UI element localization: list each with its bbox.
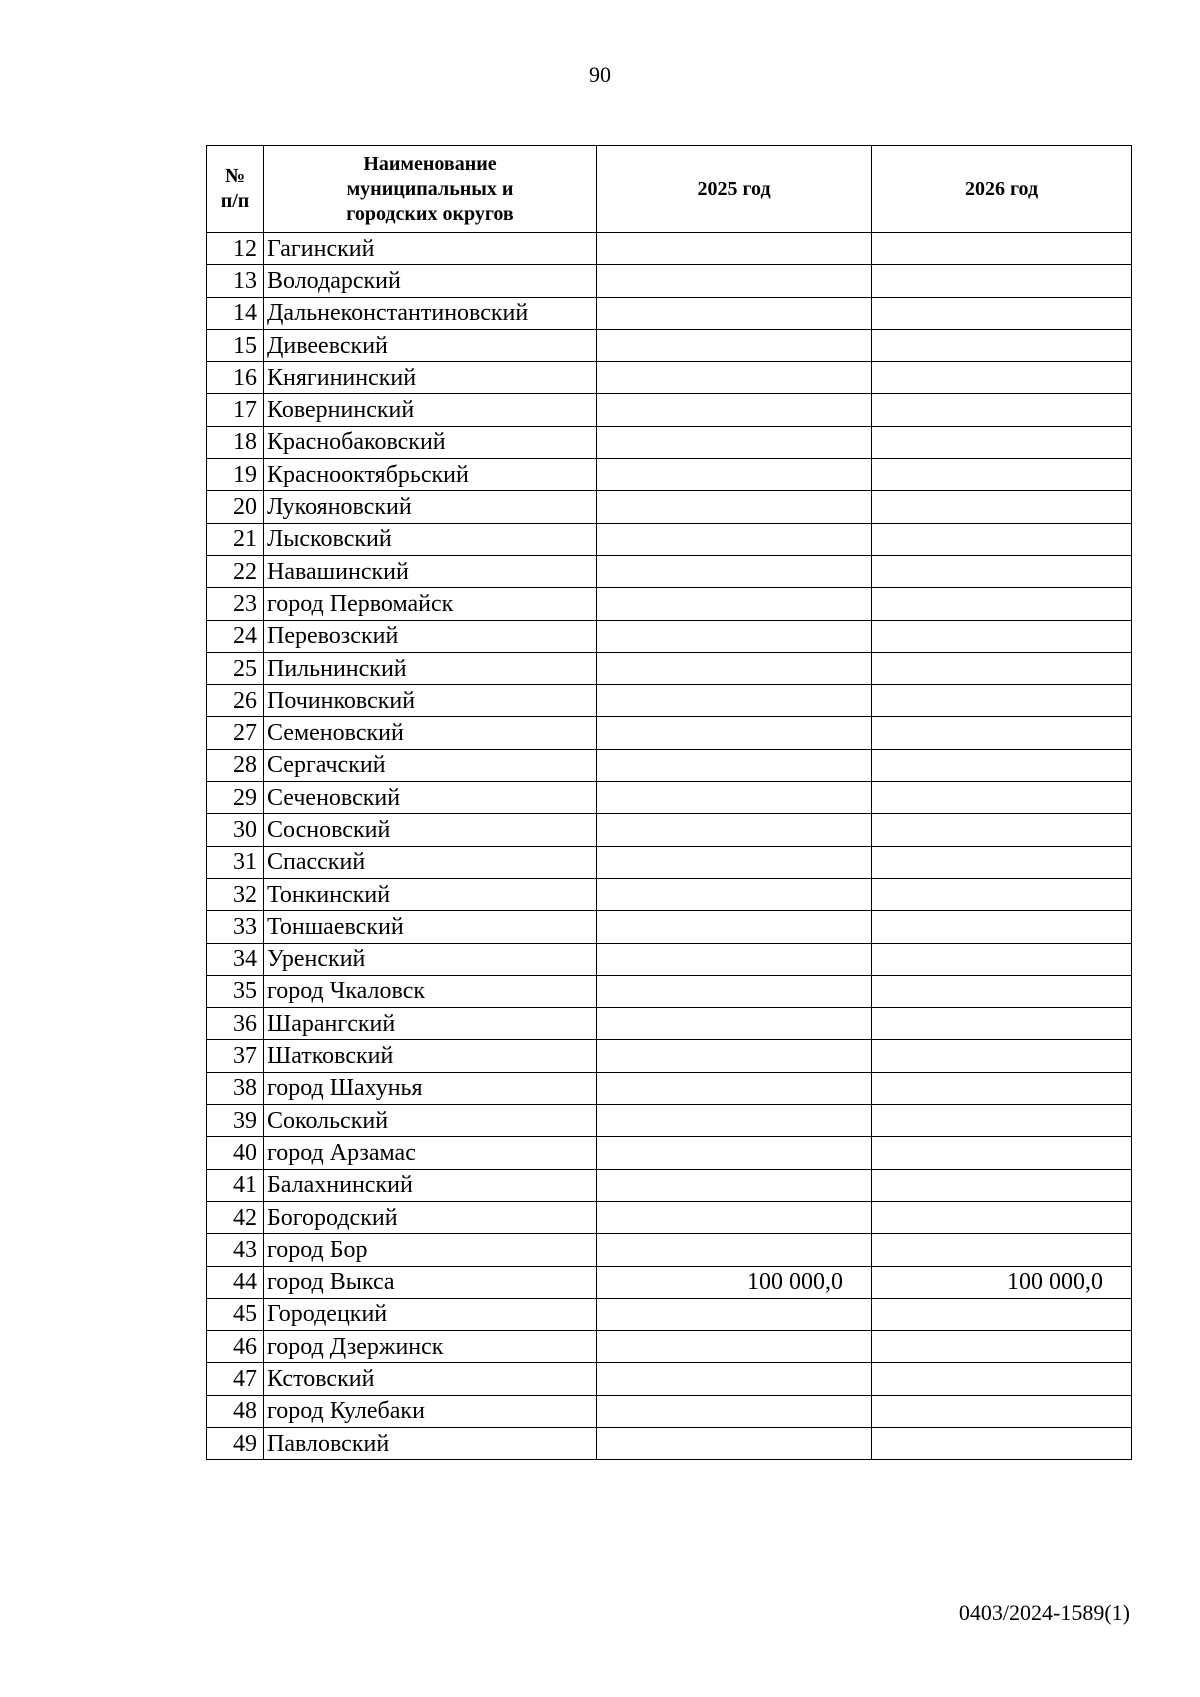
document-code: 0403/2024-1589(1)	[958, 1600, 1130, 1625]
row-value-2025	[597, 297, 872, 329]
table-row	[207, 620, 1132, 652]
row-number: 42	[207, 1201, 264, 1233]
row-value-2026	[872, 1234, 1132, 1266]
row-value-2026	[872, 1201, 1132, 1233]
row-name: город Чкаловск	[264, 975, 597, 1007]
table-row	[207, 362, 1132, 394]
row-value-2026	[872, 1105, 1132, 1137]
row-value-2025: 100 000,0	[597, 1266, 872, 1298]
row-name: Лукояновский	[264, 491, 597, 523]
table-row	[207, 329, 1132, 361]
row-value-2025	[597, 1201, 872, 1233]
row-value-2026	[872, 1427, 1132, 1459]
row-name: Дивеевский	[264, 329, 597, 361]
page-number: 90	[589, 62, 611, 87]
row-value-2025	[597, 685, 872, 717]
row-number: 43	[207, 1234, 264, 1266]
row-name: Семеновский	[264, 717, 597, 749]
row-value-2025	[597, 846, 872, 878]
row-value-2026	[872, 1298, 1132, 1330]
data-table	[206, 145, 1132, 1460]
row-name: Уренский	[264, 943, 597, 975]
table-row	[207, 297, 1132, 329]
row-number: 15	[207, 329, 264, 361]
header-name-label: Наименование муниципальных и городских округов	[346, 152, 514, 225]
row-value-2026	[872, 1072, 1132, 1104]
table-row	[207, 233, 1132, 265]
row-name: Богородский	[264, 1201, 597, 1233]
row-name: Навашинский	[264, 555, 597, 587]
row-name: город Кулебаки	[264, 1395, 597, 1427]
table-body	[207, 233, 1132, 1460]
row-value-2025	[597, 943, 872, 975]
row-number: 30	[207, 814, 264, 846]
row-number: 44	[207, 1266, 264, 1298]
table-row	[207, 943, 1132, 975]
row-value-2026	[872, 749, 1132, 781]
row-value-2025	[597, 1008, 872, 1040]
table-row	[207, 814, 1132, 846]
row-number: 38	[207, 1072, 264, 1104]
row-value-2025	[597, 1072, 872, 1104]
row-value-2025	[597, 749, 872, 781]
row-value-2026	[872, 297, 1132, 329]
row-value-2025	[597, 523, 872, 555]
row-number: 19	[207, 459, 264, 491]
row-value-2026	[872, 1395, 1132, 1427]
row-name: Краснооктябрьский	[264, 459, 597, 491]
table-row	[207, 846, 1132, 878]
row-name: Княгининский	[264, 362, 597, 394]
row-value-2025	[597, 265, 872, 297]
row-name: Ковернинский	[264, 394, 597, 426]
table-row	[207, 555, 1132, 587]
row-value-2026	[872, 878, 1132, 910]
row-value-2026	[872, 588, 1132, 620]
row-number: 49	[207, 1427, 264, 1459]
table-row	[207, 652, 1132, 684]
row-value-2025	[597, 1331, 872, 1363]
row-number: 47	[207, 1363, 264, 1395]
table-row	[207, 1427, 1132, 1459]
header-2026: 2026 год	[872, 146, 1132, 233]
row-number: 17	[207, 394, 264, 426]
row-number: 23	[207, 588, 264, 620]
table-row	[207, 1040, 1132, 1072]
header-num	[207, 146, 264, 233]
row-value-2026	[872, 491, 1132, 523]
row-value-2026	[872, 329, 1132, 361]
table-row	[207, 1234, 1132, 1266]
table-row	[207, 491, 1132, 523]
row-value-2026	[872, 1169, 1132, 1201]
row-number: 34	[207, 943, 264, 975]
row-name: Дальнеконстантиновский	[264, 297, 597, 329]
row-value-2025	[597, 233, 872, 265]
table-row	[207, 523, 1132, 555]
row-value-2025	[597, 782, 872, 814]
row-value-2026	[872, 1331, 1132, 1363]
row-number: 46	[207, 1331, 264, 1363]
table-header-row	[207, 146, 1132, 233]
row-value-2025	[597, 394, 872, 426]
row-number: 12	[207, 233, 264, 265]
row-value-2026: 100 000,0	[872, 1266, 1132, 1298]
row-value-2026	[872, 620, 1132, 652]
row-value-2025	[597, 620, 872, 652]
row-number: 29	[207, 782, 264, 814]
row-value-2025	[597, 588, 872, 620]
row-name: Шарангский	[264, 1008, 597, 1040]
row-number: 41	[207, 1169, 264, 1201]
row-value-2026	[872, 943, 1132, 975]
row-value-2025	[597, 329, 872, 361]
row-name: Тоншаевский	[264, 911, 597, 943]
table-row	[207, 426, 1132, 458]
row-number: 24	[207, 620, 264, 652]
row-number: 37	[207, 1040, 264, 1072]
row-value-2025	[597, 717, 872, 749]
row-value-2025	[597, 1105, 872, 1137]
row-value-2026	[872, 846, 1132, 878]
row-name: Павловский	[264, 1427, 597, 1459]
row-value-2026	[872, 975, 1132, 1007]
row-name: Пильнинский	[264, 652, 597, 684]
row-value-2025	[597, 1169, 872, 1201]
row-number: 35	[207, 975, 264, 1007]
row-name: Володарский	[264, 265, 597, 297]
row-name: Перевозский	[264, 620, 597, 652]
row-value-2026	[872, 911, 1132, 943]
row-value-2025	[597, 975, 872, 1007]
table-row	[207, 975, 1132, 1007]
row-name: город Арзамас	[264, 1137, 597, 1169]
row-number: 20	[207, 491, 264, 523]
row-number: 28	[207, 749, 264, 781]
row-value-2026	[872, 265, 1132, 297]
row-value-2026	[872, 1137, 1132, 1169]
table-row	[207, 1363, 1132, 1395]
row-value-2026	[872, 652, 1132, 684]
row-value-2026	[872, 717, 1132, 749]
row-value-2025	[597, 652, 872, 684]
row-value-2025	[597, 491, 872, 523]
row-value-2025	[597, 1363, 872, 1395]
table-row	[207, 588, 1132, 620]
row-value-2026	[872, 555, 1132, 587]
header-name	[264, 146, 597, 233]
table-row	[207, 1072, 1132, 1104]
table-row	[207, 878, 1132, 910]
row-value-2026	[872, 782, 1132, 814]
row-name: Сергачский	[264, 749, 597, 781]
row-value-2025	[597, 426, 872, 458]
table-row	[207, 1169, 1132, 1201]
row-value-2026	[872, 233, 1132, 265]
header-2025: 2025 год	[597, 146, 872, 233]
table-row	[207, 1395, 1132, 1427]
row-name: Кстовский	[264, 1363, 597, 1395]
table-row	[207, 717, 1132, 749]
row-number: 39	[207, 1105, 264, 1137]
row-value-2026	[872, 1040, 1132, 1072]
row-name: Сосновский	[264, 814, 597, 846]
table-row	[207, 1201, 1132, 1233]
table-row	[207, 1298, 1132, 1330]
row-name: Гагинский	[264, 233, 597, 265]
row-value-2025	[597, 1395, 872, 1427]
row-name: Краснобаковский	[264, 426, 597, 458]
row-value-2025	[597, 878, 872, 910]
row-value-2026	[872, 1008, 1132, 1040]
table-row	[207, 782, 1132, 814]
row-value-2025	[597, 555, 872, 587]
row-name: Сокольский	[264, 1105, 597, 1137]
row-number: 33	[207, 911, 264, 943]
row-value-2026	[872, 459, 1132, 491]
table-row	[207, 1008, 1132, 1040]
row-value-2025	[597, 1427, 872, 1459]
row-name: город Шахунья	[264, 1072, 597, 1104]
table-row	[207, 265, 1132, 297]
row-value-2026	[872, 814, 1132, 846]
row-number: 13	[207, 265, 264, 297]
table-row	[207, 459, 1132, 491]
row-number: 25	[207, 652, 264, 684]
row-value-2025	[597, 459, 872, 491]
row-name: город Выкса	[264, 1266, 597, 1298]
row-name: Тонкинский	[264, 878, 597, 910]
row-name: Городецкий	[264, 1298, 597, 1330]
row-number: 14	[207, 297, 264, 329]
row-number: 31	[207, 846, 264, 878]
row-number: 48	[207, 1395, 264, 1427]
row-name: город Дзержинск	[264, 1331, 597, 1363]
table-row	[207, 911, 1132, 943]
row-value-2025	[597, 1234, 872, 1266]
row-value-2026	[872, 523, 1132, 555]
table-row	[207, 1105, 1132, 1137]
row-number: 26	[207, 685, 264, 717]
table-row	[207, 749, 1132, 781]
row-number: 40	[207, 1137, 264, 1169]
row-number: 18	[207, 426, 264, 458]
row-value-2026	[872, 426, 1132, 458]
row-name: Шатковский	[264, 1040, 597, 1072]
row-number: 32	[207, 878, 264, 910]
row-value-2025	[597, 1040, 872, 1072]
row-name: Спасский	[264, 846, 597, 878]
row-number: 16	[207, 362, 264, 394]
row-value-2025	[597, 911, 872, 943]
table-row	[207, 1137, 1132, 1169]
row-number: 45	[207, 1298, 264, 1330]
row-value-2025	[597, 1298, 872, 1330]
table-row	[207, 685, 1132, 717]
row-number: 21	[207, 523, 264, 555]
row-value-2026	[872, 394, 1132, 426]
row-value-2026	[872, 685, 1132, 717]
row-value-2026	[872, 1363, 1132, 1395]
row-value-2025	[597, 1137, 872, 1169]
row-name: город Бор	[264, 1234, 597, 1266]
row-name: Лысковский	[264, 523, 597, 555]
row-name: Сеченовский	[264, 782, 597, 814]
row-number: 27	[207, 717, 264, 749]
row-name: Балахнинский	[264, 1169, 597, 1201]
row-name: город Первомайск	[264, 588, 597, 620]
row-number: 22	[207, 555, 264, 587]
row-name: Починковский	[264, 685, 597, 717]
row-value-2025	[597, 362, 872, 394]
table-row	[207, 1266, 1132, 1298]
table-row	[207, 1331, 1132, 1363]
header-num-label: № п/п	[220, 165, 250, 212]
row-value-2026	[872, 362, 1132, 394]
row-number: 36	[207, 1008, 264, 1040]
table-row	[207, 394, 1132, 426]
row-value-2025	[597, 814, 872, 846]
